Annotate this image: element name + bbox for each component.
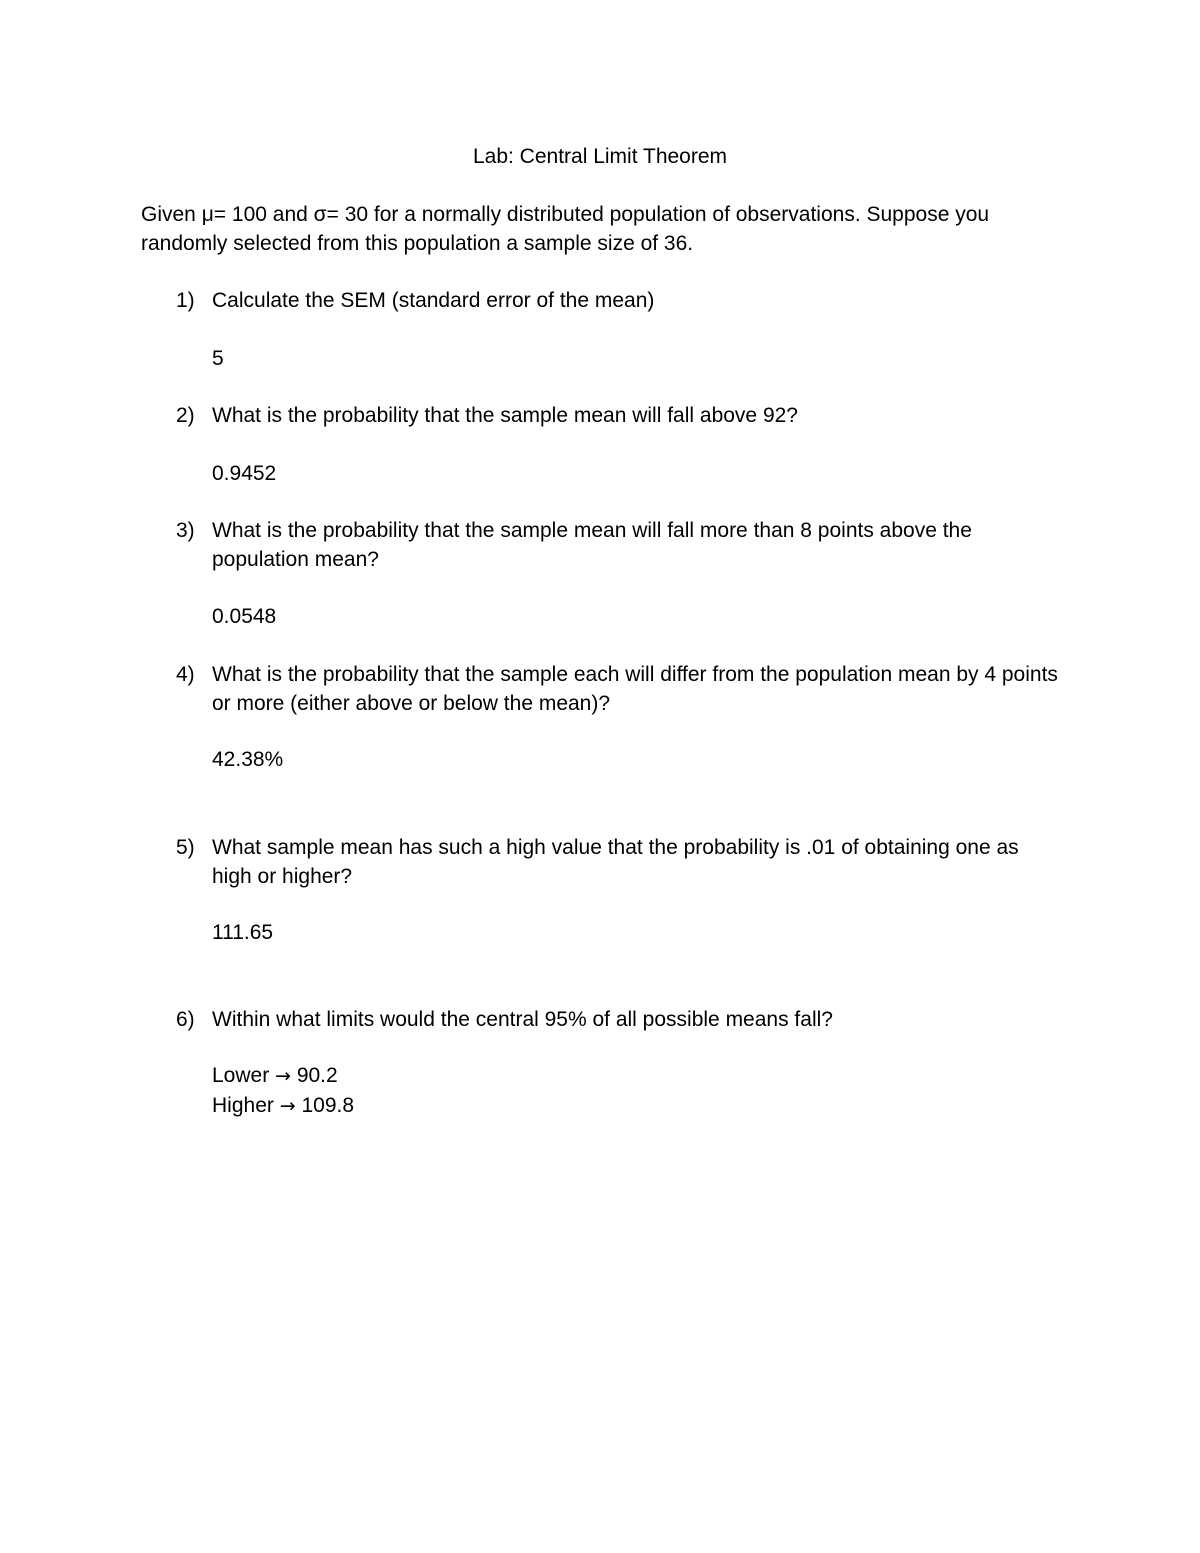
intro-paragraph: Given μ= 100 and σ= 30 for a normally distributed population of observations. Suppose you randomly selected from this population a sample size of 36.: [141, 203, 990, 255]
answer-6-lower: [212, 1061, 912, 1091]
question-text: What is the probability that the sample mean will fall above 92?: [212, 404, 798, 427]
answer-6-higher: [212, 1091, 912, 1121]
question-5: [141, 833, 1061, 891]
question-text: What is the probability that the sample mean will fall more than 8 points above the population mean?: [212, 519, 972, 571]
question-number: 3): [176, 519, 195, 542]
question-text: What is the probability that the sample each will differ from the population mean by 4 points or more (either above or below the mean)?: [212, 663, 1058, 715]
question-3: [141, 516, 1061, 574]
question-text: Calculate the SEM (standard error of the mean): [212, 289, 655, 312]
question-number: 6): [176, 1008, 195, 1031]
right-arrow-icon: →: [275, 1065, 291, 1087]
document-title: Lab: Central Limit Theorem: [472, 145, 728, 168]
question-number: 1): [176, 289, 195, 312]
question-number: 5): [176, 836, 195, 859]
answer-3: 0.0548: [212, 605, 277, 628]
question-number: 2): [176, 404, 195, 427]
question-4: [141, 660, 1061, 718]
answer-5: 111.65: [212, 921, 274, 944]
question-2: [141, 401, 1061, 430]
question-1: [141, 286, 1061, 315]
question-text: Within what limits would the central 95% of all possible means fall?: [212, 1008, 833, 1031]
limit-label: Lower: [212, 1064, 270, 1087]
question-number: 4): [176, 663, 195, 686]
question-text: What sample mean has such a high value that the probability is .01 of obtaining one as high or higher?: [212, 836, 1019, 888]
answer-2: 0.9452: [212, 462, 277, 485]
answer-1: 5: [212, 347, 224, 370]
right-arrow-icon: →: [279, 1095, 296, 1117]
answer-4: 42.38%: [212, 748, 284, 771]
limit-label: Higher: [212, 1094, 274, 1117]
limit-value: 90.2: [296, 1064, 338, 1087]
limit-value: 109.8: [301, 1094, 355, 1117]
question-6: [141, 1005, 1061, 1034]
